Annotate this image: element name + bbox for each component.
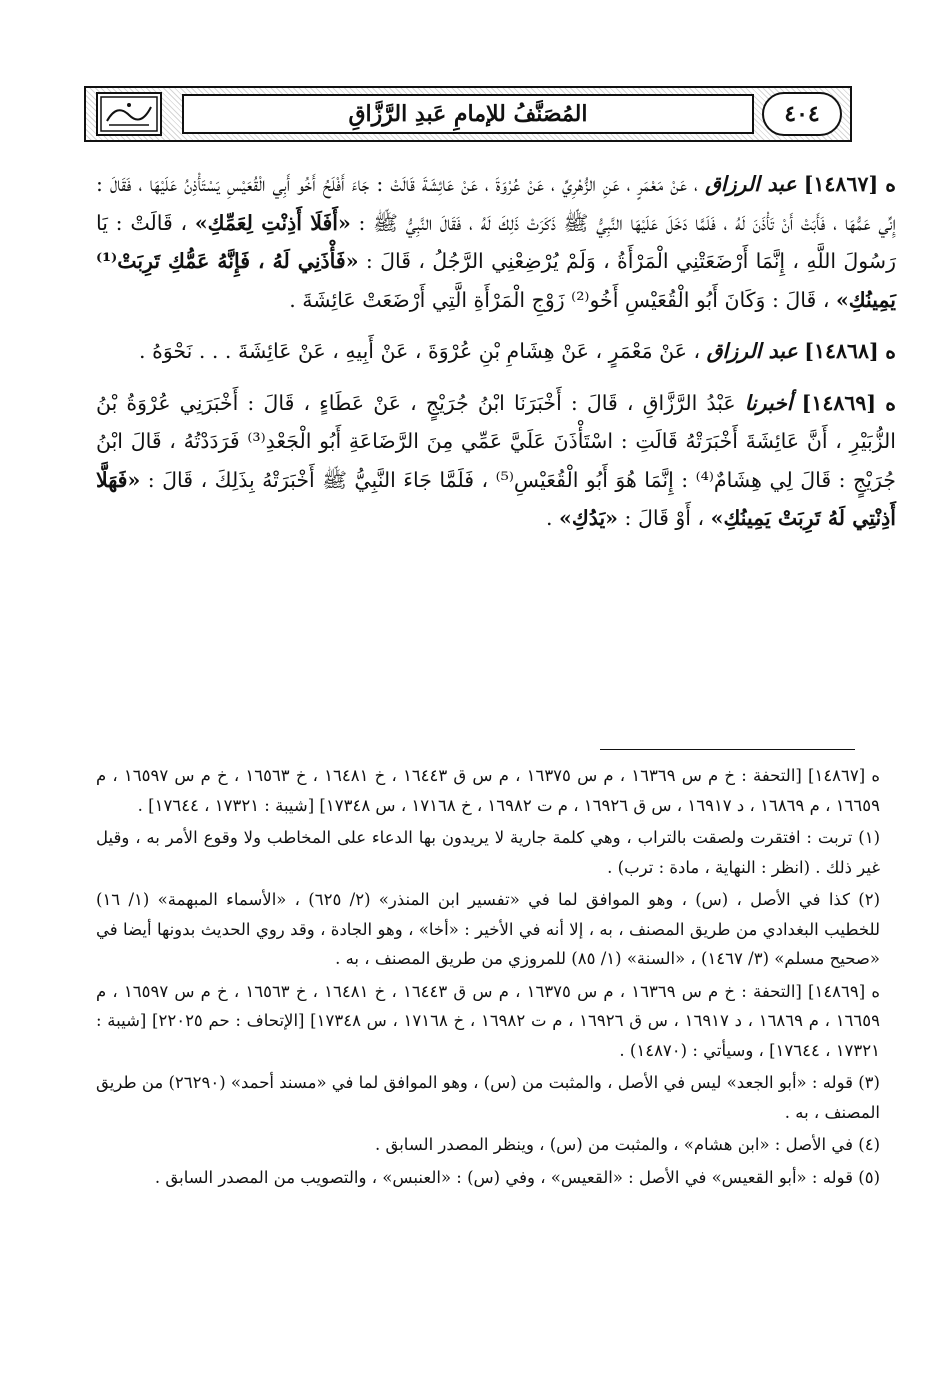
hadith-text: ، قَالَتْ : يَا رَسُولَ اللَّهِ ، إِنَّمَا أَرْضَعَتْنِي الْمَرْأَةُ ، وَلَمْ يُرْضِعْنِي الرَّجُلُ ، قَالَ :: [96, 210, 896, 273]
footnote-item: (٤) في الأصل : «ابن هشام» ، والمثبت من (س) ، وينظر المصدر السابق .: [374, 1135, 880, 1154]
footnotes: [96, 761, 880, 1195]
hadith-marker: ه: [885, 339, 896, 363]
hadith-text: ، عَنْ مَعْمَرٍ ، عَنِ الزُّهْرِيِّ ، عَنْ عُرْوَةَ ، عَنْ عَائِشَةَ قَالَتْ : جَاءَ أَفْلَحُ أَخُو أَبِي الْقُعَيْسِ يَسْتَأْذِنُ عَلَيْهَا ، فَقَالَ : إِنِّي عَمُّهَا ، فَأَبَتْ أَنْ تَأْذَنَ لَهُ ، فَلَمَّا دَخَلَ عَلَيْهَا النَّبِيُّ ﷺ ذَكَرَتْ ذَلِكَ لَهُ ، فَقَالَ النَّبِيُّ ﷺ :: [96, 172, 896, 235]
hadith-marker: ه: [885, 390, 896, 415]
book-title-frame: [182, 94, 754, 134]
hadith-entry: [96, 165, 896, 319]
hadith-text: ، قَالَ : وَكَانَ أَبُو الْقُعَيْسِ أَخُو⁽²⁾ زَوْجِ الْمَرْأَةِ الَّتِي أَرْضَعَتْ عَائِشَةَ .: [289, 287, 830, 312]
footnote-item: (١) تربت : افتقرت ولصقت بالتراب ، وهي كلمة جارية لا يريدون بها الدعاء على المخاطب ولا وقوع الأمر به ، وقيل غير ذلك . (انظر : النهاية ، مادة : ترب) .: [96, 828, 880, 877]
page-header: [84, 86, 852, 142]
book-title: المُصَنَّفُ للإمامِ عَبدِ الرَّزَّاقِ: [348, 101, 588, 127]
hadith-number: [١٤٨٦٨]: [804, 339, 879, 363]
hadith-entry: [96, 384, 896, 538]
footnote-separator: [600, 749, 855, 750]
hadith-text: عَبْدُ الرَّزَّاقِ ، قَالَ : أَخْبَرَنَا ابْنُ جُرَيْجٍ ، عَنْ عَطَاءٍ ، قَالَ : أَخْبَرَنِي عُرْوَةُ بْنُ الزُّبَيْرِ ، أَنَّ عَائِشَةَ أَخْبَرَتْهُ قَالَتِ : اسْتَأْذَنَ عَلَيَّ عَمِّي مِنَ الرَّضَاعَةِ أَبُو الْجَعْدِ⁽³⁾ فَرَدَدْتُهُ ، قَالَ ابْنُ جُرَيْجٍ : قَالَ لِي هِشَامٌ⁽⁴⁾ : إِنَّمَا هُوَ أَبُو الْقُعَيْسِ⁽⁵⁾ ، فَلَمَّا جَاءَ النَّبِيُّ ﷺ أَخْبَرَتْهُ بِذَلِكَ ، قَالَ :: [96, 390, 897, 492]
hadith-text: ، أَوْ قَالَ :: [624, 506, 705, 530]
footnote-item: ه [١٤٨٦٩] [التحفة : خ م س ١٦٣٦٩ ، م س ١٦٣٧٥ ، م س ق ١٦٤٤٣ ، خ ١٦٤٨١ ، خ ١٦٥٦٣ ، خ م س ١٦٥٩٧ ، م ١٦٦٥٩ ، م ١٦٨٦٩ ، د ١٦٩١٧ ، س ق ١٦٩٢٦ ، م ت ١٦٩٨٢ ، خ ١٧١٦٨ ، س ١٧٣٤٨] [الإتحاف : حم ٢٢٠٢٥] [شيبة : ١٧٣٢١ ، ١٧٦٤٤] ، وسيأتي : (١٤٨٧٠) .: [96, 981, 881, 1060]
prophet-quote: «أَفَلَا أَذِنْتِ لِعَمِّكِ»: [194, 210, 351, 235]
prophet-quote: «فَهَلَّا أَذِنْتِي لَهُ تَرِبَتْ يَمِينُكِ»: [96, 467, 896, 530]
footnote-item: (٣) قوله : «أبو الجعد» ليس في الأصل ، والمثبت من (س) ، وهو الموافق لما في «مسند أحمد» (٢٦٢٩٠) من طريق المصنف ، به .: [96, 1073, 880, 1122]
prophet-quote: «يَدُكِ»: [559, 506, 618, 530]
hadith-marker: ه: [885, 172, 896, 196]
prophet-quote: «فَأْذَنِي لَهُ ، فَإِنَّهُ عَمُّكِ تَرِبَتْ⁽¹⁾ يَمِينُكِ»: [96, 249, 896, 312]
hadith-text: ، عَنْ مَعْمَرٍ ، عَنْ هِشَامِ بْنِ عُرْوَةَ ، عَنْ أَبِيهِ ، عَنْ عَائِشَةَ . . . نَحْوَهُ .: [139, 339, 701, 363]
footnote-item: (٥) قوله : «أبو القعيس» في الأصل : «القعيس» ، وفي (س) : «العنبس» ، والتصويب من المصدر السابق .: [154, 1167, 880, 1187]
logo-emblem-icon: [99, 95, 159, 133]
narrator-name: عبد الرزاق: [706, 339, 798, 363]
footnote-item: ه [١٤٨٦٧] [التحفة : خ م س ١٦٣٦٩ ، م س ١٦٣٧٥ ، م س ق ١٦٤٤٣ ، خ ١٦٤٨١ ، خ ١٦٥٦٣ ، خ م س ١٦٥٩٧ ، م ١٦٦٥٩ ، م ١٦٨٦٩ ، د ١٦٩١٧ ، س ق ١٦٩٢٦ ، م ت ١٦٩٨٢ ، خ ١٧١٦٨ ، س ١٧٣٤٨] [شيبة : ١٧٣٢١ ، ١٧٦٤٤] .: [96, 766, 881, 815]
page-number: ٤٠٤: [762, 92, 842, 136]
book-logo: [96, 92, 162, 136]
narrator-name: أخبرنا: [744, 390, 793, 415]
hadith-number: [١٤٨٦٩]: [801, 390, 877, 415]
footnote-item: (٢) كذا في الأصل ، (س) ، وهو الموافق لما في «تفسير ابن المنذر» (٢/ ٦٢٥) ، «الأسماء المبهمة» (١/ ١٦) للخطيب البغدادي من طريق المصنف ، به ، إلا أنه في الأخير : «أخا» ، وهو الجادة ، وقد روي الحديث بدونها أيضا في «صحيح مسلم» (٣/ ١٤٦٧) ، «السنة» (١/ ٨٥) للمروزي من طريق المصنف ، به .: [96, 890, 880, 968]
hadith-number: [١٤٨٦٧]: [803, 172, 879, 196]
hadith-text: .: [545, 506, 553, 530]
hadith-body: [96, 165, 896, 551]
narrator-name: عبد الرزاق: [705, 172, 797, 196]
hadith-entry: [96, 332, 896, 371]
